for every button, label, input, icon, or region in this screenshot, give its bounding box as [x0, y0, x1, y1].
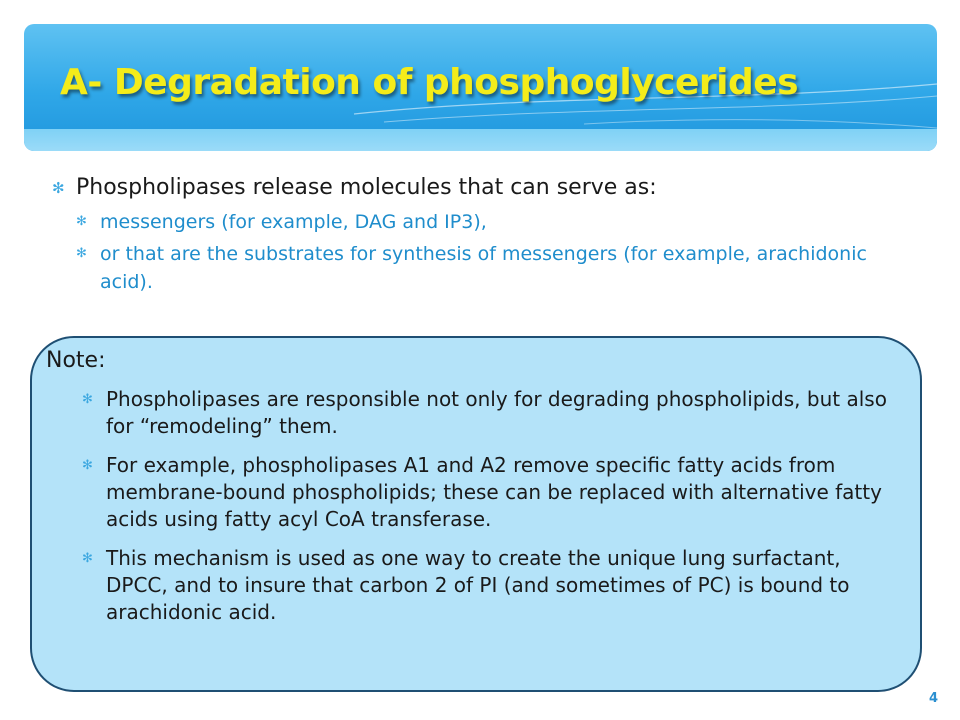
bullet-main [52, 172, 912, 204]
asterisk-bullet-icon: ✻ [82, 458, 93, 473]
bullet-main-text: Phospholipases release molecules that can serve as: [76, 175, 657, 200]
asterisk-bullet-icon: ✻ [76, 246, 87, 261]
banner-bottom-band [24, 129, 937, 151]
asterisk-bullet-icon: ✻ [82, 551, 93, 566]
top-bullet-list [52, 172, 912, 296]
asterisk-bullet-icon: ✻ [82, 392, 93, 407]
note-list [80, 386, 900, 638]
note-item [80, 386, 900, 440]
asterisk-bullet-icon: ✻ [76, 214, 87, 229]
note-item-text: Phospholipases are responsible not only for degrading phospholipids, but also for “remodeling” them. [106, 387, 887, 438]
bullet-sub-text: or that are the substrates for synthesis of messengers (for example, arachidonic acid). [100, 243, 867, 293]
page-number: 4 [928, 691, 938, 706]
note-box [30, 336, 922, 692]
note-item-text: This mechanism is used as one way to create the unique lung surfactant, DPCC, and to insure that carbon 2 of PI (and sometimes of PC) is bound to arachidonic acid. [106, 546, 850, 624]
asterisk-bullet-icon: ✻ [52, 179, 65, 197]
slide-title: A- Degradation of phosphoglycerides [60, 62, 799, 103]
note-item [80, 545, 900, 626]
note-title: Note: [46, 348, 106, 373]
note-item [80, 452, 900, 533]
note-item-text: For example, phospholipases A1 and A2 remove specific fatty acids from membrane-bound phospholipids; these can be replaced with alternative fatty acids using fatty acyl CoA transferase. [106, 453, 882, 531]
bullet-sub [52, 208, 912, 236]
bullet-sub-text: messengers (for example, DAG and IP3), [100, 211, 487, 233]
bullet-sub [52, 240, 912, 296]
